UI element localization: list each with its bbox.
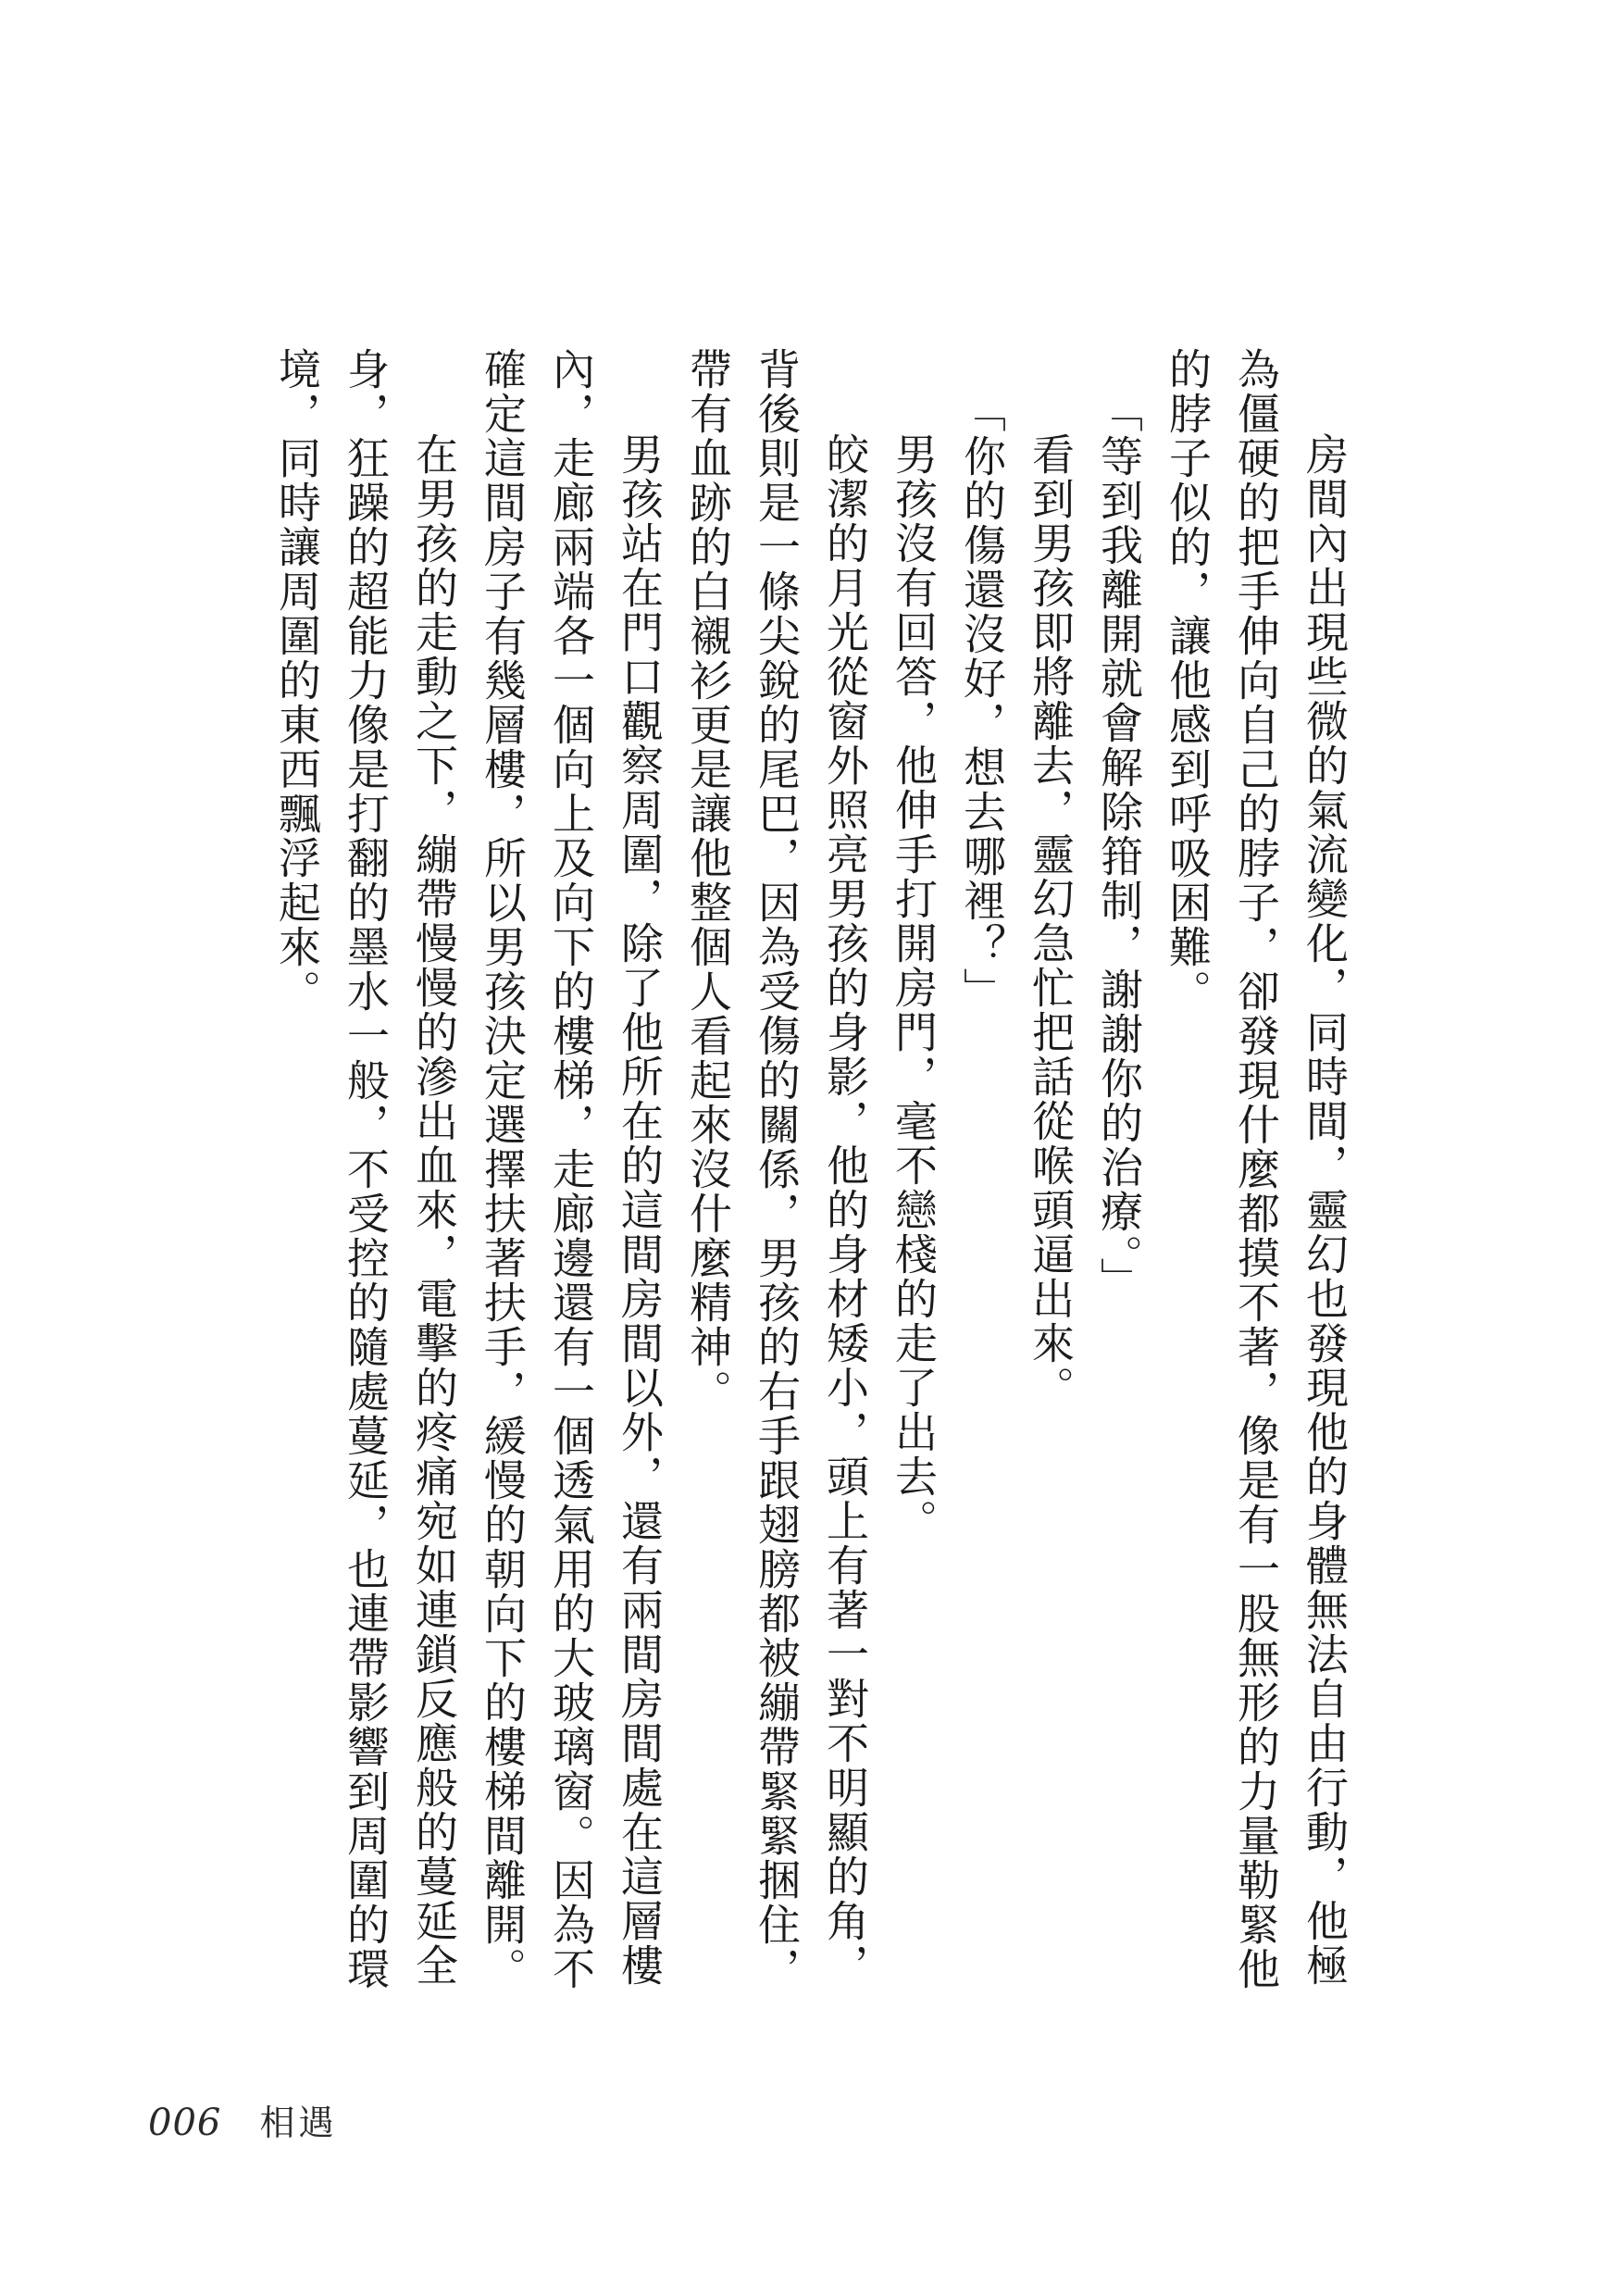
page-number: 006 — [148, 2102, 222, 2144]
folio — [148, 2094, 337, 2145]
chapter-title: 相遇 — [259, 2103, 338, 2143]
paragraph: 男孩站在門口觀察周圍，除了他所在的這間房間以外，還有兩間房間處在這層樓內，走廊兩端各一個向上及向下的樓梯，走廊邊還有一個透氣用的大玻璃窗。因為不確定這間房子有幾層樓，所以男孩決定選擇扶著扶手，緩慢的朝向下的樓梯間離開。 — [478, 347, 665, 1991]
paragraph: 在男孩的走動之下，繃帶慢慢的滲出血來，電擊的疼痛宛如連鎖反應般的蔓延全身，狂躁的超能力像是打翻的墨水一般，不受控的隨處蔓延，也連帶影響到周圍的環境，同時讓周圍的東西飄浮起來。 — [272, 347, 459, 1991]
paragraph: 「等到我離開就會解除箝制，謝謝你的治療。」 — [1094, 390, 1144, 1302]
paragraph: 看到男孩即將離去，靈幻急忙把話從喉頭逼出來。 — [1026, 432, 1076, 1410]
paragraph: 「你的傷還沒好，想去哪裡？」 — [957, 390, 1007, 1012]
paragraph: 男孩沒有回答，他伸手打開房門，毫不戀棧的走了出去。 — [889, 432, 939, 1543]
paragraph: 皎潔的月光從窗外照亮男孩的身影，他的身材矮小，頭上有著一對不明顯的角，背後則是一條尖銳的尾巴，因為受傷的關係，男孩的右手跟翅膀都被繃帶緊緊捆住，帶有血跡的白襯衫更是讓他整個人看起來沒什麼精神。 — [683, 347, 870, 1991]
paragraph: 房間內出現些微的氣流變化，同時間，靈幻也發現他的身體無法自由行動，他極為僵硬的把手伸向自己的脖子，卻發現什麼都摸不著，像是有一股無形的力量勒緊他的脖子似的，讓他感到呼吸困難。 — [1163, 347, 1350, 1991]
body-text — [248, 347, 1359, 1995]
